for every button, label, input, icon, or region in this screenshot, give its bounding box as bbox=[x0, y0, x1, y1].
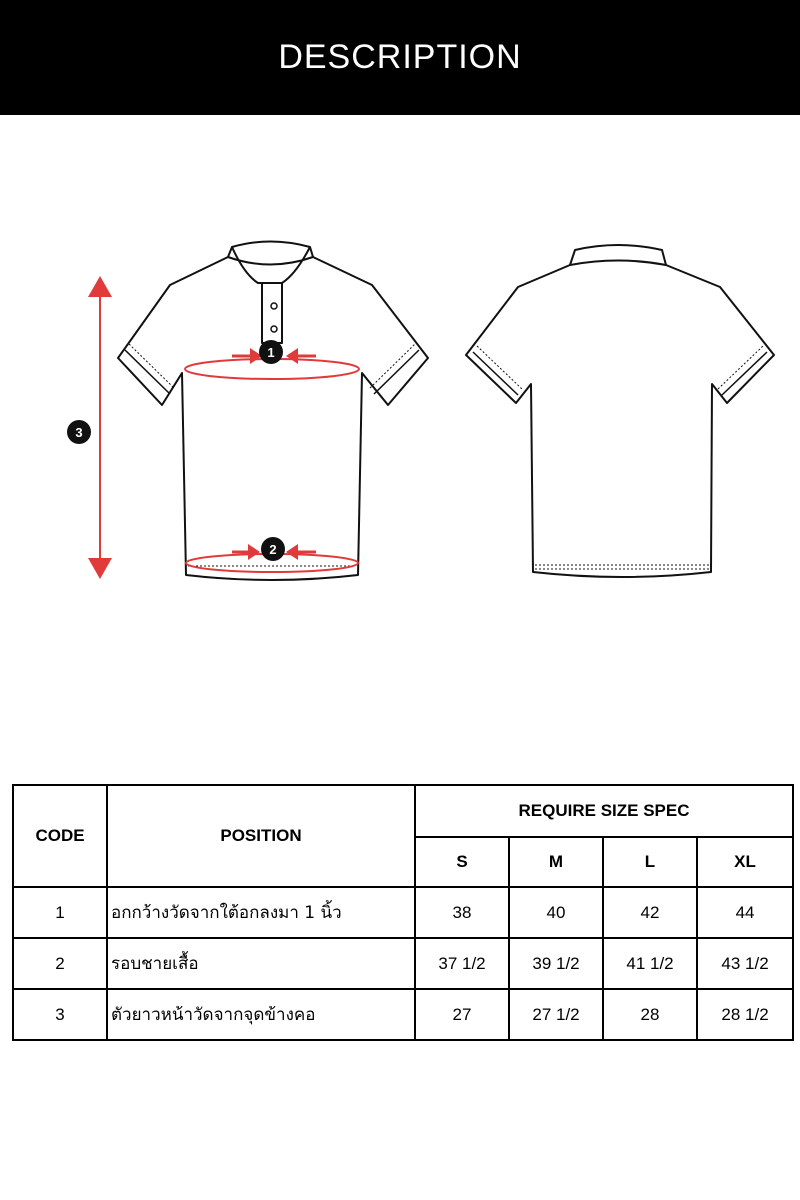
svg-text:3: 3 bbox=[75, 425, 83, 440]
row-code: 2 bbox=[13, 938, 107, 989]
marker-3 bbox=[67, 420, 91, 444]
front-shirt-icon bbox=[118, 242, 428, 581]
marker-2 bbox=[261, 537, 285, 561]
marker-1 bbox=[259, 340, 283, 364]
svg-text:1: 1 bbox=[267, 345, 275, 360]
row-value-xl: 43 1/2 bbox=[697, 938, 793, 989]
row-value-xl: 44 bbox=[697, 887, 793, 938]
row-code: 1 bbox=[13, 887, 107, 938]
row-code: 3 bbox=[13, 989, 107, 1040]
row-position: อกกว้างวัดจากใต้อกลงมา 1 นิ้ว bbox=[107, 887, 415, 938]
row-value-l: 28 bbox=[603, 989, 697, 1040]
position-header: POSITION bbox=[107, 785, 415, 887]
shirt-illustration bbox=[0, 230, 800, 600]
code-header: CODE bbox=[13, 785, 107, 887]
length-measure-arrow bbox=[88, 276, 112, 579]
row-value-xl: 28 1/2 bbox=[697, 989, 793, 1040]
row-value-s: 27 bbox=[415, 989, 509, 1040]
svg-text:2: 2 bbox=[269, 542, 277, 557]
require-size-spec-header: REQUIRE SIZE SPEC bbox=[415, 785, 793, 837]
page-title: DESCRIPTION bbox=[278, 38, 522, 76]
size-header-m: M bbox=[509, 837, 603, 887]
row-value-s: 38 bbox=[415, 887, 509, 938]
size-spec-table bbox=[12, 784, 794, 1041]
size-header-l: L bbox=[603, 837, 697, 887]
page-header bbox=[0, 0, 800, 115]
row-value-s: 37 1/2 bbox=[415, 938, 509, 989]
row-value-m: 27 1/2 bbox=[509, 989, 603, 1040]
table-row bbox=[13, 887, 793, 938]
row-value-m: 40 bbox=[509, 887, 603, 938]
row-position: รอบชายเสื้อ bbox=[107, 938, 415, 989]
row-position: ตัวยาวหน้าวัดจากจุดข้างคอ bbox=[107, 989, 415, 1040]
table-row bbox=[13, 989, 793, 1040]
size-header-xl: XL bbox=[697, 837, 793, 887]
size-header-s: S bbox=[415, 837, 509, 887]
row-value-m: 39 1/2 bbox=[509, 938, 603, 989]
row-value-l: 42 bbox=[603, 887, 697, 938]
table-row bbox=[13, 938, 793, 989]
back-shirt-icon bbox=[466, 245, 774, 577]
row-value-l: 41 1/2 bbox=[603, 938, 697, 989]
